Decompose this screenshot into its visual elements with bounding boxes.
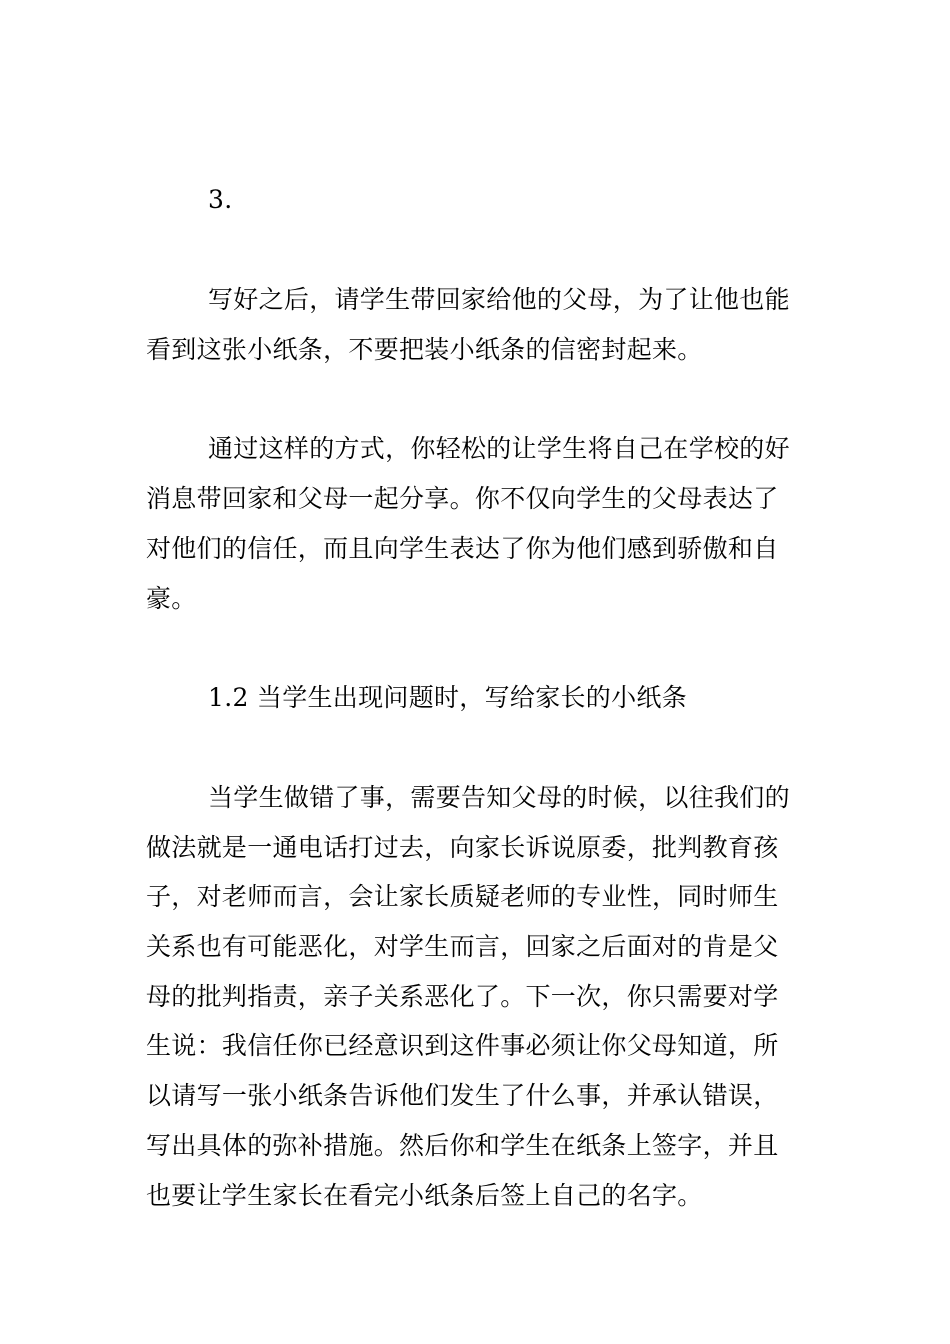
paragraph-line: 豪。 — [146, 584, 197, 613]
paragraph-line: 通过这样的方式，你轻松的让学生将自己在学校的好 — [208, 434, 790, 463]
paragraph-line: 消息带回家和父母一起分享。你不仅向学生的父母表达了 — [146, 484, 779, 513]
paragraph-line: 当学生做错了事，需要告知父母的时候，以往我们的 — [208, 783, 790, 812]
paragraph-line: 以请写一张小纸条告诉他们发生了什么事，并承认错误， — [146, 1081, 779, 1110]
paragraph-line: 子，对老师而言，会让家长质疑老师的专业性，同时师生 — [146, 882, 779, 911]
paragraph-line: 关系也有可能恶化，对学生而言，回家之后面对的肯是父 — [146, 932, 779, 961]
paragraph-line: 母的批判指责，亲子关系恶化了。下一次，你只需要对学 — [146, 982, 779, 1011]
paragraph-line: 生说：我信任你已经意识到这件事必须让你父母知道，所 — [146, 1031, 779, 1060]
paragraph-line: 写出具体的弥补措施。然后你和学生在纸条上签字，并且 — [146, 1131, 779, 1160]
heading-number: 3. — [208, 185, 233, 214]
paragraph-line: 对他们的信任，而且向学生表达了你为他们感到骄傲和自 — [146, 534, 779, 563]
paragraph-line: 看到这张小纸条，不要把装小纸条的信密封起来。 — [146, 335, 703, 364]
paragraph-line: 做法就是一通电话打过去，向家长诉说原委，批判教育孩 — [146, 833, 779, 862]
section-heading: 1.2 当学生出现问题时，写给家长的小纸条 — [208, 683, 688, 712]
paragraph-line: 写好之后，请学生带回家给他的父母，为了让他也能 — [208, 285, 790, 314]
paragraph-line: 也要让学生家长在看完小纸条后签上自己的名字。 — [146, 1181, 703, 1210]
